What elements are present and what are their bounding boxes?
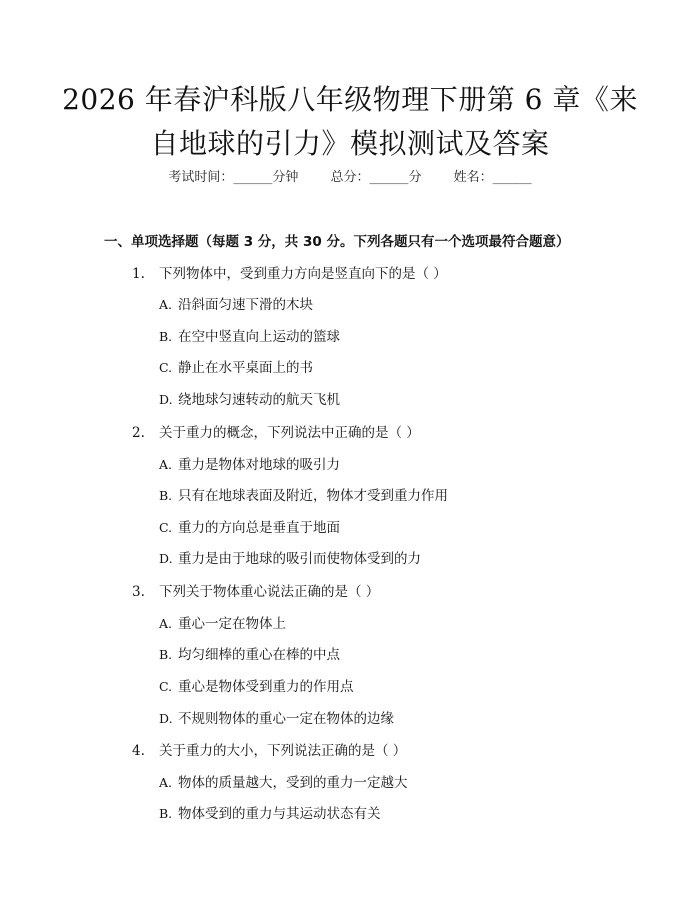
option (159, 325, 340, 345)
question-number: 3. (132, 584, 145, 600)
exam-score: 总分：______分 (330, 170, 422, 185)
option-text: 静止在水平桌面上的书 (178, 360, 313, 376)
option (159, 484, 448, 504)
option (159, 516, 340, 536)
option (159, 453, 340, 473)
option-text: 只有在地球表面及附近，物体才受到重力作用 (178, 488, 448, 504)
option (159, 802, 381, 822)
option-label: B. (159, 488, 173, 503)
option-text: 重心是物体受到重力的作用点 (178, 679, 354, 695)
option (159, 547, 421, 567)
student-name: 姓名：______ (453, 170, 532, 185)
document-title (0, 78, 700, 166)
option-label: D. (159, 551, 173, 566)
option (159, 356, 313, 376)
option-label: A. (159, 775, 173, 790)
option (159, 675, 354, 695)
option-label: C. (159, 520, 173, 535)
option-text: 重力是物体对地球的吸引力 (178, 457, 340, 473)
option-text: 重力是由于地球的吸引而使物体受到的力 (178, 551, 421, 567)
option (159, 771, 408, 791)
option-label: B. (159, 329, 173, 344)
question (132, 262, 447, 282)
title-line-2: 自地球的引力》模拟测试及答案 (150, 127, 550, 160)
question (132, 739, 406, 759)
option-text: 均匀细棒的重心在棒的中点 (178, 647, 340, 663)
section-heading: 一、单项选择题（每题 3 分，共 30 分。下列各题只有一个选项最符合题意） (104, 234, 570, 250)
exam-meta (0, 166, 700, 185)
question-number: 1. (132, 266, 145, 282)
option (159, 388, 340, 408)
option-text: 物体的质量越大，受到的重力一定越大 (178, 775, 408, 791)
option-text: 在空中竖直向上运动的篮球 (178, 329, 340, 345)
option (159, 293, 313, 313)
title-line-1: 2026 年春沪科版八年级物理下册第 6 章《来 (62, 83, 638, 116)
question (132, 580, 379, 600)
option-label: C. (159, 679, 173, 694)
question-text: 关于重力的大小，下列说法正确的是（ ） (159, 743, 407, 759)
option-label: B. (159, 806, 173, 821)
option-text: 绕地球匀速转动的航天飞机 (178, 392, 340, 408)
option-text: 物体受到的重力与其运动状态有关 (178, 806, 381, 822)
option-label: A. (159, 616, 173, 631)
option-label: D. (159, 392, 173, 407)
exam-time: 考试时间：______分钟 (168, 170, 299, 185)
question (132, 421, 420, 441)
option-label: C. (159, 360, 173, 375)
question-number: 4. (132, 743, 145, 759)
option-text: 沿斜面匀速下滑的木块 (178, 297, 313, 313)
question-text: 下列关于物体重心说法正确的是（ ） (159, 584, 380, 600)
option-label: A. (159, 297, 173, 312)
option-label: B. (159, 647, 173, 662)
option-label: D. (159, 711, 173, 726)
option (159, 643, 340, 663)
question-text: 关于重力的概念，下列说法中正确的是（ ） (159, 425, 420, 441)
question-text: 下列物体中，受到重力方向是竖直向下的是（ ） (159, 266, 447, 282)
option-text: 重心一定在物体上 (178, 616, 286, 632)
question-number: 2. (132, 425, 145, 441)
option (159, 707, 394, 727)
option-text: 不规则物体的重心一定在物体的边缘 (178, 711, 394, 727)
option-label: A. (159, 457, 173, 472)
option (159, 612, 286, 632)
option-text: 重力的方向总是垂直于地面 (178, 520, 340, 536)
